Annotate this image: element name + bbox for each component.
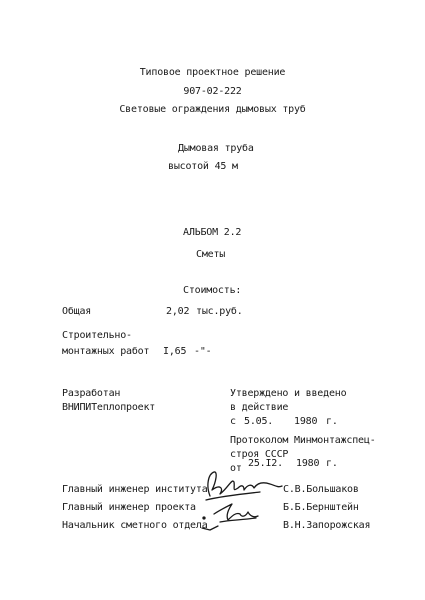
approval-line6-year: 1980: [296, 458, 320, 469]
approval-line6-suffix: г.: [326, 458, 338, 469]
album-number: АЛЬБОМ 2.2: [183, 227, 242, 238]
cost-construction-unit: -"-: [194, 346, 212, 357]
cost-total-unit: тыс.руб.: [196, 306, 243, 317]
approval-line3-suffix: г.: [326, 416, 338, 427]
cost-total-label: Общая: [62, 306, 92, 317]
approval-line3-prefix: с: [230, 416, 236, 427]
developed-label: Разработан: [62, 388, 121, 399]
approval-line4: Протоколом Минмонтажспец-: [230, 435, 376, 446]
developed-org: ВНИПИТеплопроект: [62, 402, 156, 413]
approval-line5: строя СССР: [230, 449, 289, 460]
header-code: 907-02-222: [183, 86, 242, 97]
signatory-position-1: Главный инженер института: [62, 484, 208, 495]
approval-line6-date: 25.I2.: [248, 458, 283, 469]
signatory-name-2: Б.Б.Бернштейн: [283, 502, 359, 513]
cost-construction-label-2: монтажных работ: [62, 346, 150, 357]
signatory-name-3: В.Н.Запорожская: [283, 520, 371, 531]
album-title: Сметы: [196, 249, 226, 260]
signatory-name-1: С.В.Большаков: [283, 484, 359, 495]
signatory-position-2: Главный инженер проекта: [62, 502, 196, 513]
handwritten-signatures: [198, 466, 288, 536]
header-subtitle: Световые ограждения дымовых труб: [119, 104, 306, 115]
signatory-position-3: Начальник сметного отдела: [62, 520, 208, 531]
object-name: Дымовая труба: [178, 143, 254, 154]
cost-heading: Стоимость:: [183, 285, 242, 296]
approval-line2: в действие: [230, 402, 289, 413]
header-title: Типовое проектное решение: [139, 67, 286, 78]
approval-line3-year: 1980: [294, 416, 318, 427]
cost-construction-label-1: Строительно-: [62, 330, 132, 341]
cost-construction-value: I,65: [163, 346, 187, 357]
approval-line6-prefix: от: [230, 463, 242, 474]
approval-line1: Утверждено и введено: [230, 388, 347, 399]
cost-total-value: 2,02: [166, 306, 190, 317]
object-height: высотой 45 м: [168, 161, 238, 172]
approval-line3-date: 5.05.: [244, 416, 274, 427]
